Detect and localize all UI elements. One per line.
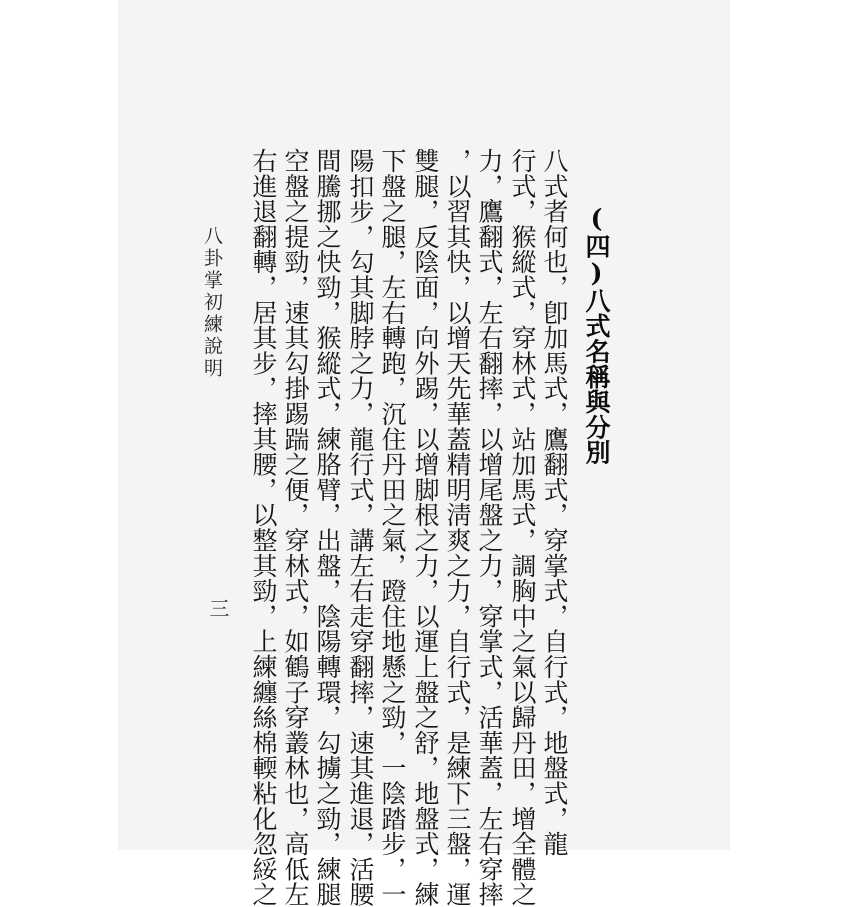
text-column-3: 力，鷹翻式，左右翻摔，以增尾盤之力，穿掌式，活華蓋，左右穿摔	[475, 148, 504, 907]
text-column-2: 行式，猴縱式，穿林式，站加馬式，調胸中之氣以歸丹田，增全體之	[508, 148, 537, 907]
running-title: 八卦掌初練說明	[201, 226, 223, 380]
text-column-6: 下盤之腿，左右轉跑，沉住丹田之氣，蹬住地懸之勁，一陰踏步，一	[378, 148, 407, 907]
section-heading: (四)八式名稱與分別	[582, 204, 611, 465]
page-number: 三	[206, 598, 230, 619]
text-column-4: ，以習其快，以增天先華蓋精明淸爽之力，自行式，是練下三盤，運	[443, 148, 472, 907]
text-column-9: 空盤之提勁，速其勾掛踢踹之便，穿林式，如鶴子穿叢林也，高低左	[281, 148, 310, 907]
text-column-7: 陽扣步，勾其脚脖之力，龍行式，講左右走穿翻摔，速其進退，活腰	[346, 148, 375, 907]
book-page	[118, 0, 730, 907]
text-column-10: 右進退翻轉，居其步，摔其腰，以整其勁，上練纏絲棉輭粘化忽綏之	[249, 148, 278, 907]
text-column-8: 間騰挪之快勁，猴縱式，練胳臂，出盤，陰陽轉環，勾擄之勁，練腿	[313, 148, 342, 907]
text-column-1: 八式者何也，卽加馬式，鷹翻式，穿掌式，自行式，地盤式，龍	[540, 148, 569, 857]
text-column-5: 雙腿，反陰面，向外踢，以增脚根之力，以運上盤之舒，地盤式，練	[411, 148, 440, 907]
